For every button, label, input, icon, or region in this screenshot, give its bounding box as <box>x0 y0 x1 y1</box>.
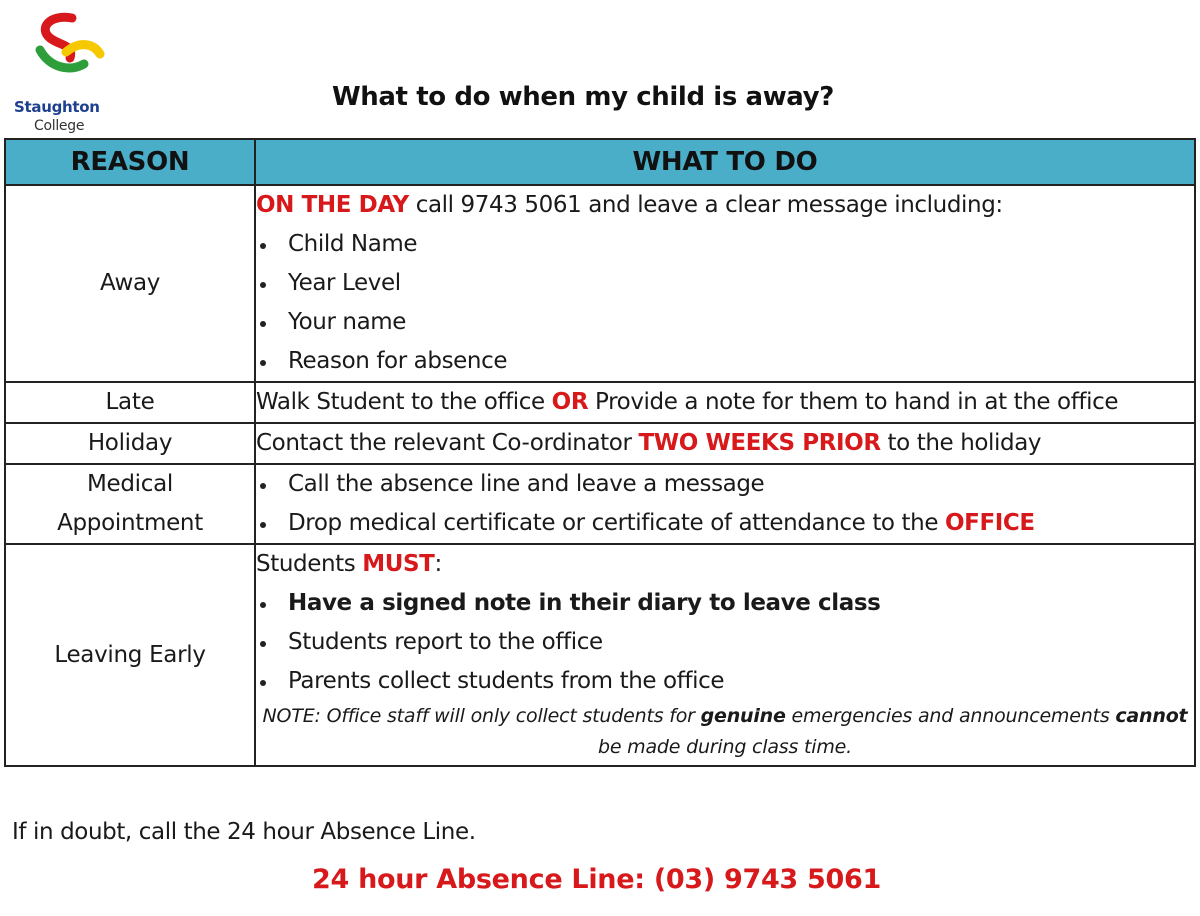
late-text-1: Walk Student to the office <box>256 389 552 415</box>
logo-name: Staughton <box>14 98 100 116</box>
action-leaving-early <box>255 544 1195 766</box>
office-note <box>256 701 1194 765</box>
reason-away: Away <box>5 185 255 382</box>
note-text-3: be made during class time. <box>597 736 853 758</box>
away-list <box>256 225 1194 381</box>
reason-medical <box>5 464 255 544</box>
away-emphasis: ON THE DAY <box>256 192 409 218</box>
note-bold-1: genuine <box>700 705 786 727</box>
table-header-row <box>5 139 1195 185</box>
list-item <box>256 504 1194 543</box>
medical-list <box>256 465 1194 543</box>
leaving-intro-colon: : <box>434 551 442 577</box>
away-intro <box>256 186 1194 225</box>
reason-medical-line-1: Medical <box>86 471 173 497</box>
reason-late: Late <box>5 382 255 423</box>
medical-item-2-text: Drop medical certificate or certificate of attendance to the <box>288 510 945 536</box>
list-item: Year Level <box>256 264 1194 303</box>
reason-medical-line-2: Appointment <box>57 510 203 536</box>
note-bold-2: cannot <box>1115 705 1188 727</box>
action-holiday <box>255 423 1195 464</box>
absence-table <box>4 138 1196 767</box>
list-item: Students report to the office <box>256 623 1194 662</box>
action-away <box>255 185 1195 382</box>
row-medical <box>5 464 1195 544</box>
action-medical <box>255 464 1195 544</box>
reason-leaving-early: Leaving Early <box>5 544 255 766</box>
medical-emphasis: OFFICE <box>944 510 1035 536</box>
row-away <box>5 185 1195 382</box>
leaving-emphasis: MUST <box>362 551 435 577</box>
logo-subtitle: College <box>34 118 85 134</box>
reason-holiday: Holiday <box>5 423 255 464</box>
holiday-text-2: to the holiday <box>880 430 1042 456</box>
leaving-intro <box>256 545 1194 584</box>
leaving-list <box>256 584 1194 701</box>
list-item: Have a signed note in their diary to leave class <box>256 584 1194 623</box>
list-item: Child Name <box>256 225 1194 264</box>
doubt-text: If in doubt, call the 24 hour Absence Line. <box>12 819 476 845</box>
page-title: What to do when my child is away? <box>332 82 834 112</box>
note-text-1: NOTE: Office staff will only collect students for <box>262 705 701 727</box>
list-item: Parents collect students from the office <box>256 662 1194 701</box>
note-text-2: emergencies and announcements <box>785 705 1116 727</box>
late-text-2: Provide a note for them to hand in at the office <box>588 389 1119 415</box>
list-item: Your name <box>256 303 1194 342</box>
header-reason: REASON <box>5 139 255 185</box>
row-leaving-early <box>5 544 1195 766</box>
holiday-emphasis: TWO WEEKS PRIOR <box>638 430 881 456</box>
college-logo <box>10 10 120 135</box>
row-late <box>5 382 1195 423</box>
action-late <box>255 382 1195 423</box>
away-intro-text: call 9743 5061 and leave a clear message including: <box>408 192 1003 218</box>
header-what-to-do: WHAT TO DO <box>255 139 1195 185</box>
list-item: Call the absence line and leave a message <box>256 465 1194 504</box>
absence-hotline: 24 hour Absence Line: (03) 9743 5061 <box>312 864 881 895</box>
leaving-intro-text: Students <box>256 551 363 577</box>
row-holiday <box>5 423 1195 464</box>
holiday-text-1: Contact the relevant Co-ordinator <box>256 430 639 456</box>
staughton-logo-icon <box>30 10 110 90</box>
late-emphasis: OR <box>551 389 589 415</box>
list-item: Reason for absence <box>256 342 1194 381</box>
